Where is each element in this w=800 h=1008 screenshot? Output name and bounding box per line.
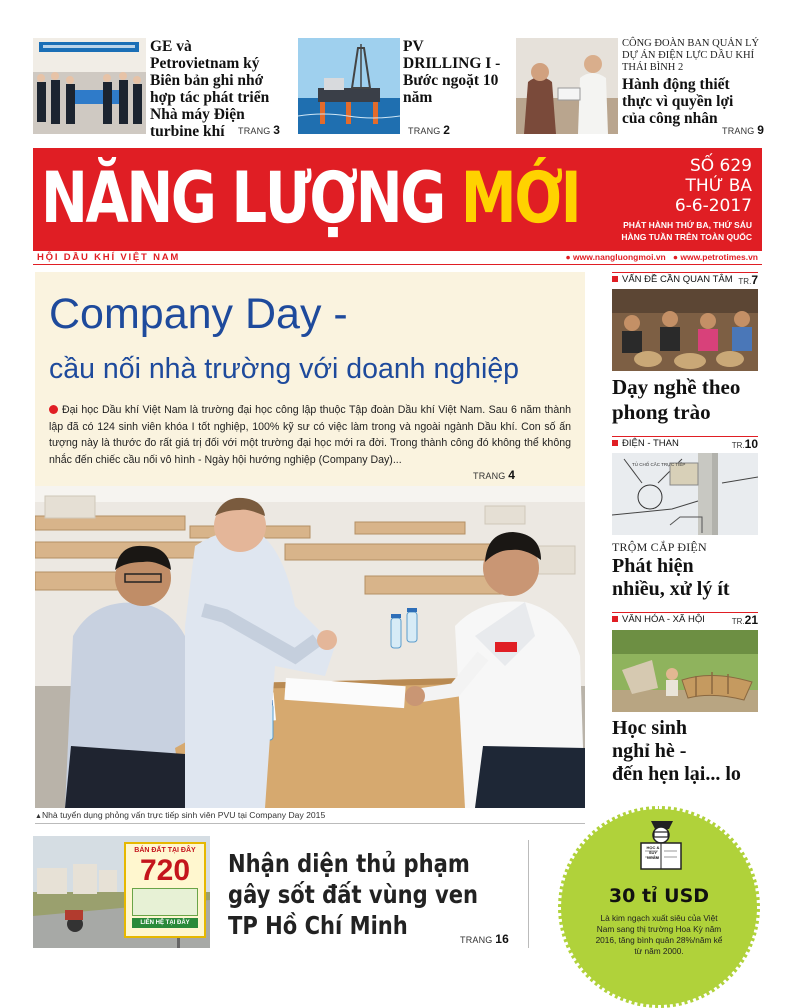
teaser-2-page (408, 123, 450, 137)
website-1[interactable]: www.nangluongmoi.vn (573, 252, 666, 262)
tr-number: 21 (744, 613, 758, 627)
feature-lead-text: Đại học Dầu khí Việt Nam là trường đại học công lập thuộc Tập đoàn Dầu khí Việt Nam. Sau 6 năm thành lập đã có 124 sinh viên khóa I tốt nghiệp, 100% kỹ sư có việc làm trong và ngoài ngành Dầu khí. Con số ấn tượng này là thước đo rất giá trị đối với một trường đại học mới ra đời. Trong thành công đó không thể không nhắc đến chiếc cầu nối vô hình - Ngày hội hướng nghiệp (Company Day)... (49, 404, 571, 466)
teaser-2-photo (298, 38, 400, 134)
stat-icon-label: HỌC & SUY NGẪM (646, 845, 660, 860)
reading-man-icon (633, 817, 689, 873)
section-page (738, 273, 758, 289)
feature-subtitle[interactable]: cầu nối nhà trường với doanh nghiệp (49, 353, 520, 385)
page-label: TRANG (473, 471, 506, 481)
title-line-1: Học sinh (612, 717, 688, 739)
page-number: 2 (443, 123, 451, 137)
section-label: ĐIỆN - THAN (622, 438, 679, 449)
page-label: TRANG (460, 935, 493, 945)
title-line-1: Dạy nghề theo (612, 375, 741, 399)
schedule-line-1: PHÁT HÀNH THỨ BA, THỨ SÁU (623, 220, 752, 230)
page-number: 4 (508, 468, 516, 482)
page-label: TRANG (408, 126, 441, 136)
feature-caption (35, 810, 325, 822)
teaser-3-kicker: CÔNG ĐOÀN BAN QUẢN LÝ DỰ ÁN ĐIỆN LỰC DẦU KHÍ THÁI BÌNH 2 (622, 38, 760, 73)
right-photo-1 (612, 289, 758, 371)
teaser-3-page (722, 123, 764, 137)
issue-number: SỐ 629 (689, 156, 752, 176)
bottom-vertical-divider (528, 840, 529, 948)
right-story-3-title[interactable] (612, 717, 741, 786)
teaser-2-title[interactable]: PV DRILLING I - Bước ngoặt 10 năm (403, 38, 501, 106)
section-header-2 (612, 436, 758, 450)
red-square-icon (612, 616, 618, 622)
section-page (732, 437, 758, 453)
red-square-icon (612, 276, 618, 282)
tr-label: TR. (731, 441, 745, 450)
stat-value: 30 tỉ USD (608, 885, 710, 907)
issue-weekday: THỨ BA (685, 176, 752, 196)
title-line-3: TP Hồ Chí Minh (228, 911, 408, 940)
section-header-1 (612, 272, 758, 286)
stat-callout (558, 806, 760, 1008)
bottom-story-title[interactable] (228, 848, 478, 941)
section-page (732, 613, 758, 629)
section-header-3 (612, 612, 758, 626)
website-links (566, 251, 758, 264)
title-line-2: phong trào (612, 400, 711, 424)
title-line-1: Phát hiện (612, 555, 694, 577)
teaser-3-photo (516, 38, 618, 134)
billboard-phone (132, 888, 198, 916)
masthead (33, 148, 762, 251)
teaser-1-photo (33, 38, 146, 134)
page-number: 16 (495, 932, 509, 946)
title-line-3: đến hẹn lại... lo (612, 763, 741, 785)
feature-caption-text: Nhà tuyển dụng phỏng vấn trực tiếp sinh viên PVU tại Company Day 2015 (41, 810, 326, 820)
bottom-page (460, 932, 509, 946)
photo-label: TỦ CHỐ CẮC TRỰC TIẾP (632, 462, 686, 467)
right-photo-3 (612, 630, 758, 712)
newspaper-title[interactable] (41, 150, 579, 246)
billboard-line-1: BÁN ĐẤT TẠI ĐÂY (134, 847, 196, 854)
red-bullet-icon (49, 405, 58, 414)
stat-text: Là kim ngạch xuất siêu của Việt Nam sang thị trường Hoa Kỳ năm 2016, tăng bình quân 28%/năm kể từ năm 2000. (595, 913, 723, 956)
page-label: TRANG (238, 126, 271, 136)
right-story-2-kicker: TRỘM CẮP ĐIỆN (612, 540, 707, 554)
dot-icon: ● (565, 252, 571, 262)
feature-page (473, 468, 515, 482)
tr-number: 10 (744, 437, 758, 451)
caption-triangle-icon: ▲ (35, 813, 42, 820)
schedule-line-2: HÀNG TUẦN TRÊN TOÀN QUỐC (621, 232, 752, 242)
tr-label: TR. (731, 617, 745, 626)
page-label: TRANG (722, 126, 755, 136)
issue-info (675, 156, 752, 216)
feature-story (35, 272, 585, 808)
section-label: VẤN ĐỀ CẦN QUAN TÂM (622, 274, 733, 285)
teaser-1-page (238, 123, 280, 137)
feature-divider (35, 823, 585, 824)
billboard-line-2: LIÊN HỆ TẠI ĐÂY (132, 918, 198, 928)
title-yellow: MỚI (460, 157, 580, 239)
issue-date: 6-6-2017 (674, 196, 752, 216)
right-story-1-title[interactable] (612, 375, 740, 425)
billboard-number: 720 (139, 854, 191, 887)
title-line-2: gây sốt đất vùng ven (228, 880, 479, 909)
tr-number: 7 (751, 273, 758, 287)
feature-photo (35, 486, 585, 808)
red-square-icon (612, 440, 618, 446)
dot-icon: ● (672, 252, 678, 262)
page-number: 3 (273, 123, 281, 137)
website-2[interactable]: www.petrotimes.vn (680, 252, 758, 262)
teaser-1-title[interactable]: GE và Petrovietnam ký Biên bản ghi nhớ hợp tác phát triển Nhà máy Điện turbine khí (150, 38, 270, 140)
title-white: NĂNG LƯỢNG (41, 157, 444, 239)
teaser-3-title[interactable]: Hành động thiết thực vì quyền lợi của công nhân (622, 76, 734, 127)
billboard (124, 842, 206, 938)
page-number: 9 (757, 123, 765, 137)
title-line-1: Nhận diện thủ phạm (228, 849, 470, 878)
feature-title[interactable]: Company Day - (49, 290, 348, 338)
masthead-subbar (33, 251, 762, 265)
publisher-name: HỘI DẦU KHÍ VIỆT NAM (37, 252, 181, 263)
section-label: VĂN HÓA - XÃ HỘI (622, 614, 705, 625)
title-line-2: nhiều, xử lý ít (612, 578, 730, 600)
publication-schedule (621, 219, 752, 243)
right-story-2-title[interactable] (612, 555, 730, 601)
title-line-2: nghỉ hè - (612, 740, 687, 762)
tr-label: TR. (738, 277, 752, 286)
feature-lead (49, 402, 571, 468)
